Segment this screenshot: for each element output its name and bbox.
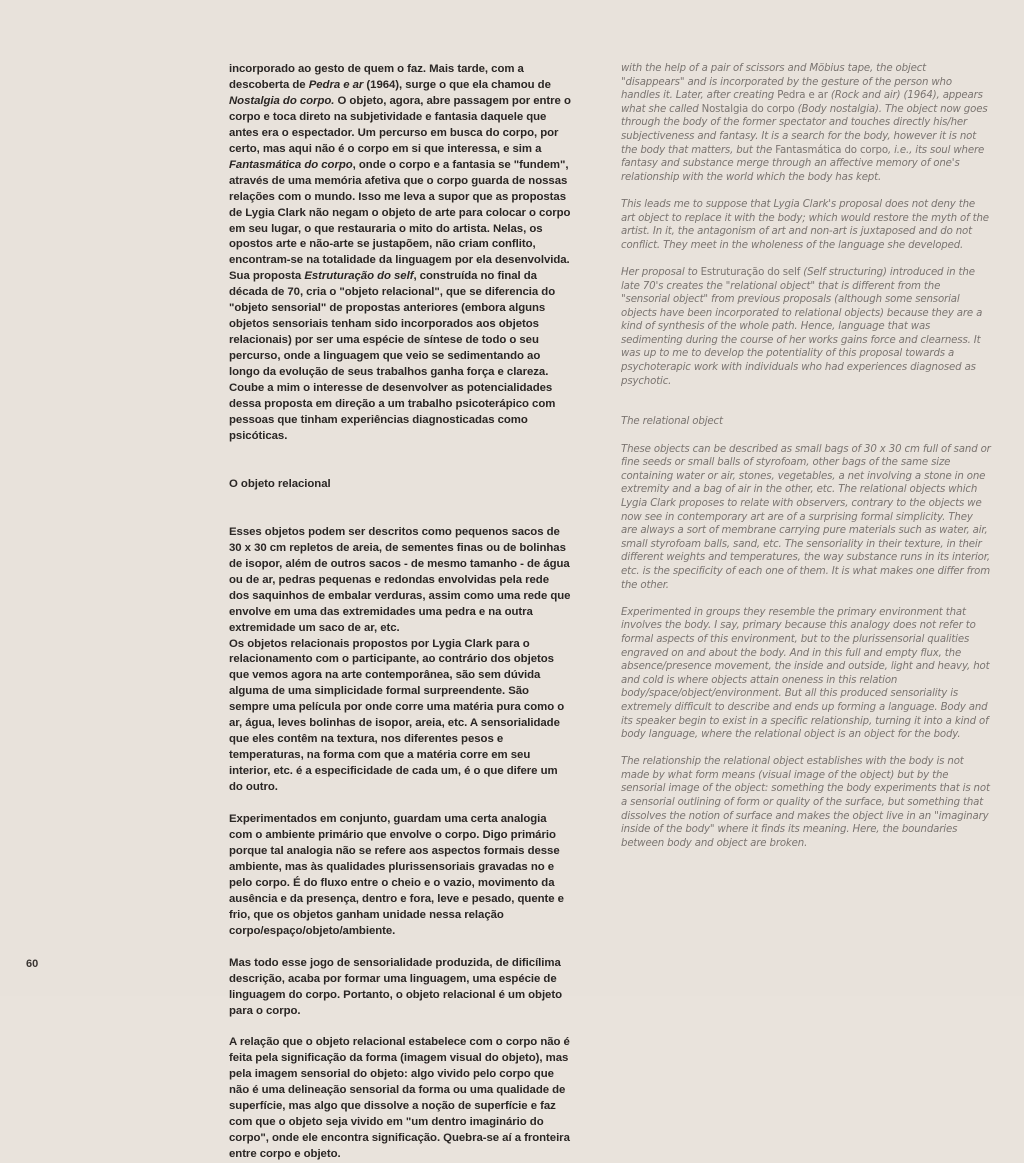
english-column <box>621 62 991 850</box>
pt-paragraph-5: Experimentados em conjunto, guardam uma certa analogia com o ambiente primário que envolve o corpo. Digo primário porque tal analogia não se refere aos aspectos formais desse ambiente, mas às qualidades plurissensoriais gravadas no e pelo corpo. É do fluxo entre o cheio e o vazio, movimento da ausência e da presença, dentro e fora, leve e pesado, quente e frio, que os objetos ganham unidade nessa relação corpo/espaço/objeto/ambiente. <box>229 813 564 937</box>
pt-paragraph-3: Esses objetos podem ser descritos como pequenos sacos de 30 x 30 cm repletos de areia, de sementes finas ou de bolinhas de isopor, além de outros sacos - de mesmo tamanho - de água ou de ar, pedras pequenas e redondas envolvidas pela rede dos saquinhos de embalar verduras, assim como uma rede que envolve em uma das extremidades uma pedra e na outra extremidade um saco de ar, etc. <box>229 525 571 634</box>
pt-paragraph-2: Sua proposta Estruturação do self, construída no final da década de 70, cria o "objeto relacional", que se diferencia do "objeto sensorial" de propostas anteriores (embora alguns objetos sensoriais tenham sido incorporados aos objetos relacionais) por ser uma espécie de síntese de todo o seu percurso, onde a linguagem que veio se sedimentando ao longo da evolução de seus trabalhos ganha força e clareza. Coube a mim o interesse de desenvolver as potencialidades dessa proposta em direção a um trabalho psicoterápico com pessoas que tinham experiências diagnosticadas como psicóticas. <box>229 270 556 442</box>
pt-paragraph-6: Mas todo esse jogo de sensorialidade produzida, de dificílima descrição, acaba por formar uma linguagem, uma espécie de linguagem do corpo. Portanto, o objeto relacional é um objeto para o corpo. <box>229 956 562 1017</box>
en-section-heading: The relational object <box>621 416 723 428</box>
pt-paragraph-4: Os objetos relacionais propostos por Lygia Clark para o relacionamento com o participante, ao contrário dos objetos que vemos agora na arte contemporânea, são sem dúvida alguma de uma simplicidade formal surpreendente. São sempre uma película por onde corre uma matéria pura como o ar, água, leves bolinhas de isopor, areia, etc. A sensorialidade que eles contêm na textura, nos diferentes pesos e temperaturas, na forma com que a matéria corre em seu interior, etc. é a especificidade de cada um, é o que difere um do outro. <box>229 637 565 794</box>
en-paragraph-1: with the help of a pair of scissors and Möbius tape, the object "disappears" and is incorporated by the gesture of the person who handles it. Later, after creating Pedra e ar (Rock and air) (1964), appears what she called Nostalgia do corpo (Body nostalgia). The object now goes through the body of the former spectator and touches directly his/her subjectiveness and fantasy. It is a search for the body, however it is not the body that matters, but the Fantasmática do corpo, i.e., its soul where fantasy and substance merge through an affective memory of one's relationship with the world which the body has kept. <box>621 63 988 183</box>
en-paragraph-5: Experimented in groups they resemble the primary environment that involves the body. I say, primary because this analogy does not refer to formal aspects of this environment, but to the plurissensorial qualities engraved on and about the body. And in this full and empty flux, the absence/presence movement, the inside and outside, light and heavy, hot and cold is where objects attain oneness in this relation body/space/object/environment. But all this produced sensoriality is extremely difficult to describe and ends up forming a language. Body and its speaker begin to exist in a specific relationship, turning it into a kind of body language, where the relational object is an object for the body. <box>621 606 990 741</box>
en-paragraph-3: Her proposal to Estruturação do self (Self structuring) introduced in the late 70's creates the "relational object" that is different from the "sensorial object" from previous proposals (although some sensorial objects have been incorporated to relational objects) because they are a kind of synthesis of the whole path. Hence, language that was sedimenting during the course of her works gains force and clearness. It was up to me to develop the potentiality of this proposal towards a psychoterapic work with individuals who had experiences diagnosed as psychotic. <box>621 266 983 387</box>
pt-paragraph-7: A relação que o objeto relacional estabelece com o corpo não é feita pela significação da forma (imagem visual do objeto), mas pela imagem sensorial do objeto: algo vivido pelo corpo que não é uma delineação sensorial da forma ou uma qualidade de superfície, mas algo que dissolve a noção de superfície e faz com que o objeto seja vivido em "um dentro imaginário do corpo", onde ele encontra significação. Quebra-se aí a fronteira entre corpo e objeto. <box>229 1036 570 1161</box>
portuguese-column <box>229 62 571 1163</box>
en-paragraph-2: This leads me to suppose that Lygia Clark's proposal does not deny the art object to replace it with the body; which would restore the myth of the artist. In it, the antagonism of art and non-art is juxtaposed and do not conflict. They meet in the wholeness of the language she developed. <box>621 198 989 251</box>
en-paragraph-4: These objects can be described as small bags of 30 x 30 cm full of sand or fine seeds or small balls of styrofoam, other bags of the same size containing water or air, stones, vegetables, a net involving a stone in one extremity and a bag of air in the other, etc. The relational objects which Lygia Clark proposes to relate with observers, contrary to the objects we now see in contemporary art are of a surprising formal simplicity. They are always a sort of membrane carrying pure materials such as water, air, small styrofoam balls, sand, etc. The sensoriality in their texture, in their different weights and temperatures, the way substance runs in its interior, etc. is the specificity of each one of them. It is what makes one differ from the other. <box>621 443 991 591</box>
pt-paragraph-1: incorporado ao gesto de quem o faz. Mais tarde, com a descoberta de Pedra e ar (1964), surge o que ela chamou de Nostalgia do corpo. O objeto, agora, abre passagem por entre o corpo e toca direto na subjetividade e fantasia daquele que antes era o espectador. Um percurso em busca do corpo, por certo, mas aqui não é o corpo em si que interessa, e sim a Fantasmática do corpo, onde o corpo e a fantasia se "fundem", através de uma memória afetiva que o corpo guarda de nossas relações com o mundo. Isso me leva a supor que as propostas de Lygia Clark não negam o objeto de arte para colocar o corpo em seu lugar, o que restauraria o mito do artista. Nelas, os opostos arte e não-arte se justapõem, não criam conflito, encontram-se na totalidade da linguagem por ela desenvolvida. <box>229 63 571 267</box>
pt-section-heading: O objeto relacional <box>229 477 331 490</box>
page-number: 60 <box>26 958 39 970</box>
en-paragraph-6: The relationship the relational object establishes with the body is not made by what form means (visual image of the object) but by the sensorial image of the object: something the body experiments that is not a sensorial outlining of form or quality of the surface, but something that dissolves the notion of surface and makes the object live in an "imaginary inside of the body" where it finds its meaning. Here, the boundaries between body and object are broken. <box>621 756 990 849</box>
